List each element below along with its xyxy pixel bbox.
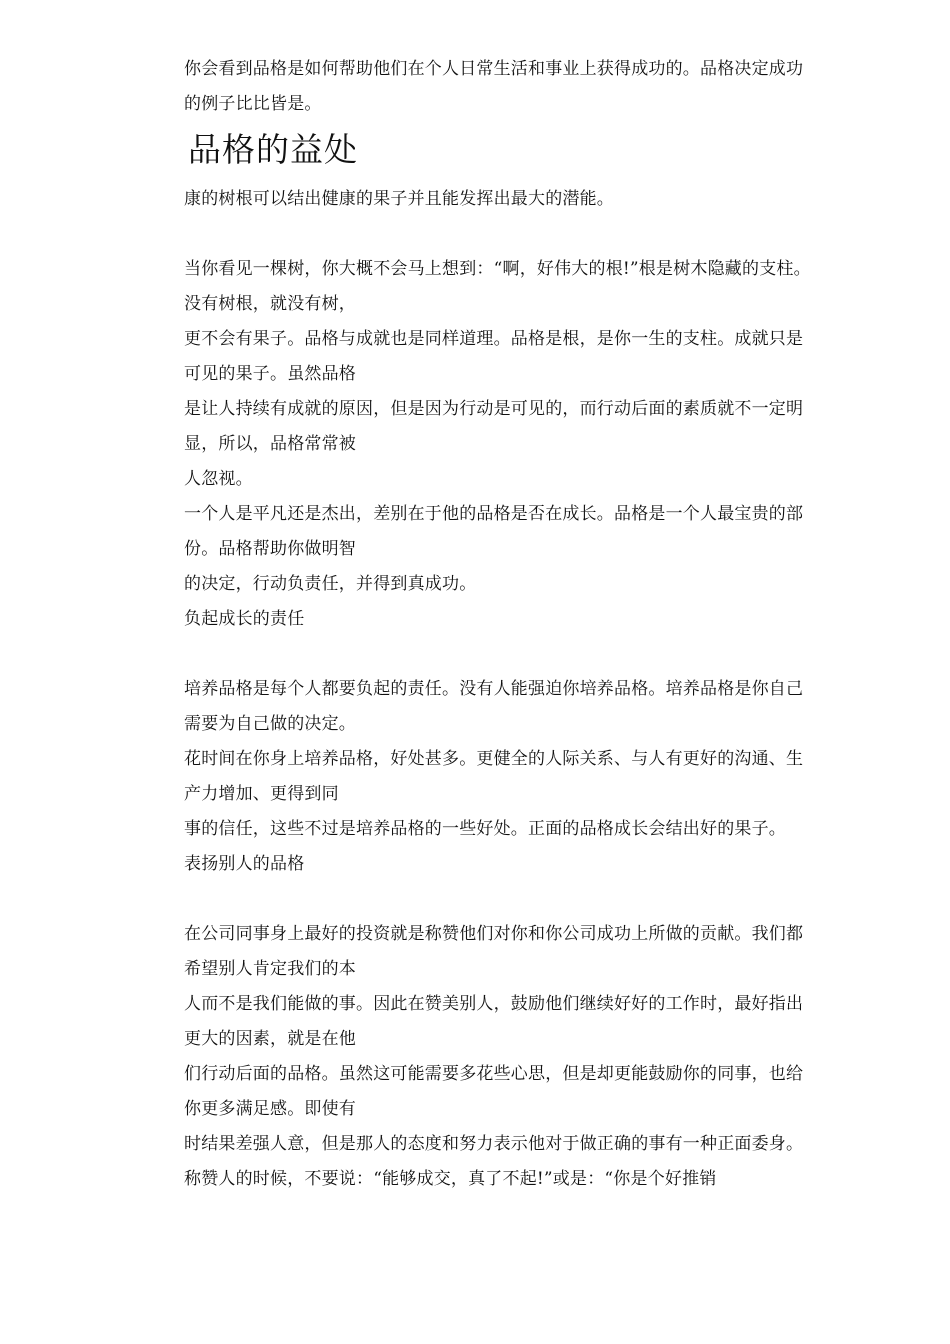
subheading-growth: 负起成长的责任 [184, 609, 305, 629]
paragraph-2: 当你看见一棵树，你大概不会马上想到：“啊，好伟大的根!”根是树木隐藏的支柱。没有树根，就没有树， [184, 259, 811, 314]
paragraph-7: 的决定，行动负责任，并得到真成功。 [184, 574, 477, 594]
text-column [184, 52, 814, 1197]
section-heading: 品格的益处 [188, 130, 358, 169]
paragraph-6: 一个人是平凡还是杰出，差别在于他的品格是否在成长。品格是一个人最宝贵的部份。品格帮助你做明智 [184, 504, 804, 559]
paragraph-11: 事的信任，这些不过是培养品格的一些好处。正面的品格成长会结出好的果子。 [184, 819, 786, 839]
paragraph-5: 人忽视。 [184, 469, 253, 489]
paragraph-9: 培养品格是每个人都要负起的责任。没有人能强迫你培养品格。培养品格是你自己需要为自己做的决定。 [184, 679, 804, 734]
paragraph-10: 花时间在你身上培养品格，好处甚多。更健全的人际关系、与人有更好的沟通、生产力增加、更得到同 [184, 749, 804, 804]
paragraph-4: 是让人持续有成就的原因，但是因为行动是可见的，而行动后面的素质就不一定明显，所以，品格常常被 [184, 399, 804, 454]
blank-line [184, 882, 814, 917]
paragraph-17: 称赞人的时候，不要说：“能够成交，真了不起!”或是：“你是个好推销 [184, 1169, 717, 1189]
blank-line [184, 217, 814, 252]
blank-line [184, 637, 814, 672]
subheading-praise: 表扬别人的品格 [184, 854, 305, 874]
paragraph-13: 在公司同事身上最好的投资就是称赞他们对你和你公司成功上所做的贡献。我们都希望别人肯定我们的本 [184, 924, 804, 979]
paragraph-3: 更不会有果子。品格与成就也是同样道理。品格是根，是你一生的支柱。成就只是可见的果子。虽然品格 [184, 329, 804, 384]
paragraph-1: 康的树根可以结出健康的果子并且能发挥出最大的潜能。 [184, 189, 614, 209]
intro-paragraph: 你会看到品格是如何帮助他们在个人日常生活和事业上获得成功的。品格决定成功的例子比比皆是。 [184, 59, 804, 114]
paragraph-14: 人而不是我们能做的事。因此在赞美别人，鼓励他们继续好好的工作时，最好指出更大的因素，就是在他 [184, 994, 804, 1049]
paragraph-15: 们行动后面的品格。虽然这可能需要多花些心思，但是却更能鼓励你的同事，也给你更多满足感。即使有 [184, 1064, 804, 1119]
paragraph-16: 时结果差强人意，但是那人的态度和努力表示他对于做正确的事有一种正面委身。 [184, 1134, 804, 1154]
